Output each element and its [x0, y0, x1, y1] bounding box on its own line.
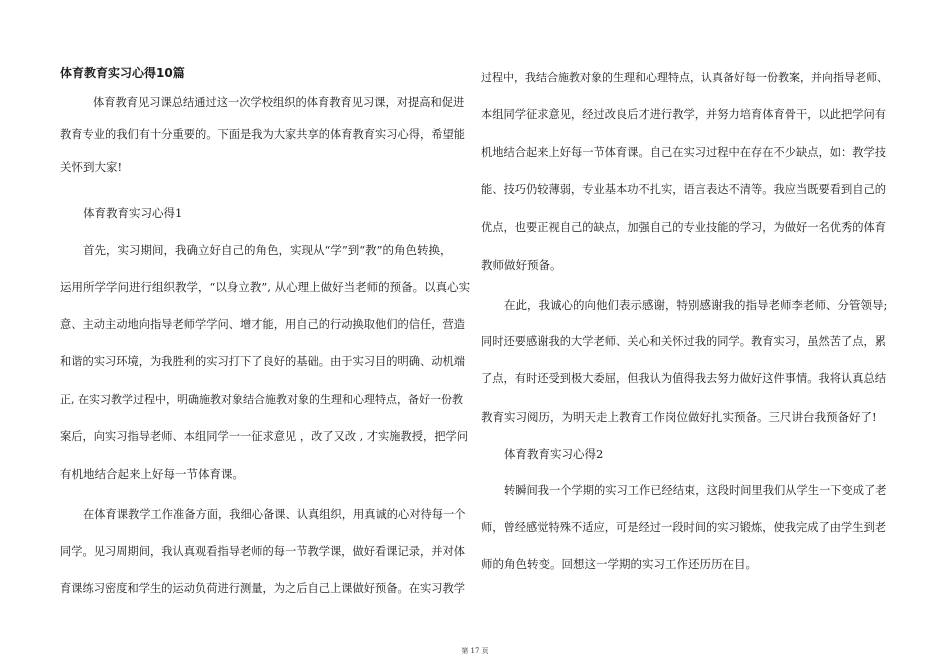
paragraph-line: 在体育课教学工作准备方面，我细心备课、认真组织，用真诚的心对待每一个: [83, 508, 466, 521]
paragraph-line: 过程中，我结合施教对象的生理和心理特点，认真备好每一份教案，并向指导老师、: [481, 71, 888, 84]
paragraph-line: 能、技巧仍较薄弱，专业基本功不扎实，语言表达不清等。我应当既要看到自己的: [481, 183, 887, 196]
paragraph-line: 正, 在实习教学过程中，明确施教对象结合施教对象的生理和心理特点，备好一份教: [60, 393, 463, 406]
paragraph-line: 运用所学学问进行组织教学，“以身立教”, 从心理上做好当老师的预备。以真心实: [60, 280, 471, 294]
paragraph-line: 教育专业的我们有十分重要的。下面是我为大家共享的体育教育实习心得，希望能: [60, 128, 466, 141]
paragraph-line: 本组同学征求意见，经过改良后才进行教学，并努力培育体育骨干，以此把学问有: [481, 108, 887, 121]
paragraph-line: 了点，有时还受到极大委屈，但我认为值得我去努力做好这件事情。我将认真总结: [481, 372, 887, 385]
paragraph-line: 育课练习密度和学生的运动负荷进行测量，为之后自己上课做好预备。在实习教学: [60, 582, 466, 595]
document-title: 体育教育实习心得10篇: [60, 66, 185, 80]
paragraph-line: 教育实习阅历，为明天走上教育工作岗位做好扎实预备。三尺讲台我预备好了!: [481, 410, 877, 424]
section-heading: 体育教育实习心得1: [83, 206, 183, 220]
paragraph-line: 关怀到大家!: [60, 160, 123, 174]
paragraph-line: 同学。见习周期间，我认真观看指导老师的每一节教学课，做好看课记录，并对体: [60, 545, 466, 558]
paragraph-line: 首先，实习期间，我确立好自己的角色，实现从“学”到“教”的角色转换，: [83, 243, 452, 257]
paragraph-line: 同时还要感谢我的大学老师、关心和关怀过我的同学。教育实习，虽然苦了点，累: [481, 335, 887, 348]
paragraph-line: 体育教育见习课总结通过这一次学校组织的体育教育见习课，对提高和促进: [93, 96, 465, 109]
paragraph-line: 转瞬间我一个学期的实习工作已经结束，这段时间里我们从学生一下变成了老: [504, 484, 887, 497]
paragraph-line: 师，曾经感觉特殊不适应，可是经过一段时间的实习锻炼，使我完成了由学生到老: [481, 521, 887, 534]
paragraph-line: 有机地结合起来上好每一节体育课。: [60, 467, 244, 481]
paragraph-line: 师的角色转变。回想这一学期的实习工作还历历在目。: [481, 557, 757, 571]
paragraph-line: 在此，我诚心的向他们表示感谢，特别感谢我的指导老师李老师、分管领导;: [504, 298, 888, 312]
paragraph-line: 和谐的实习环境，为我胜利的实习打下了良好的基础。由于实习目的明确、动机端: [60, 355, 466, 368]
paragraph-line: 教师做好预备。: [481, 258, 562, 272]
paragraph-line: 机地结合起来上好每一节体育课。自己在实习过程中在存在不少缺点，如：教学技: [481, 146, 887, 159]
section-heading: 体育教育实习心得2: [504, 447, 604, 461]
paragraph-line: 优点，也要正视自己的缺点，加强自己的专业技能的学习，为做好一名优秀的体育: [481, 221, 887, 234]
paragraph-line: 意、主动主动地向指导老师学学问、增才能，用自己的行动换取他们的信任，营造: [60, 318, 466, 331]
page-number: 第 17 页: [461, 647, 489, 655]
paragraph-line: 案后，向实习指导老师、本组同学一一征求意见 ，改了又改 , 才实施教授，把学问: [60, 430, 469, 443]
